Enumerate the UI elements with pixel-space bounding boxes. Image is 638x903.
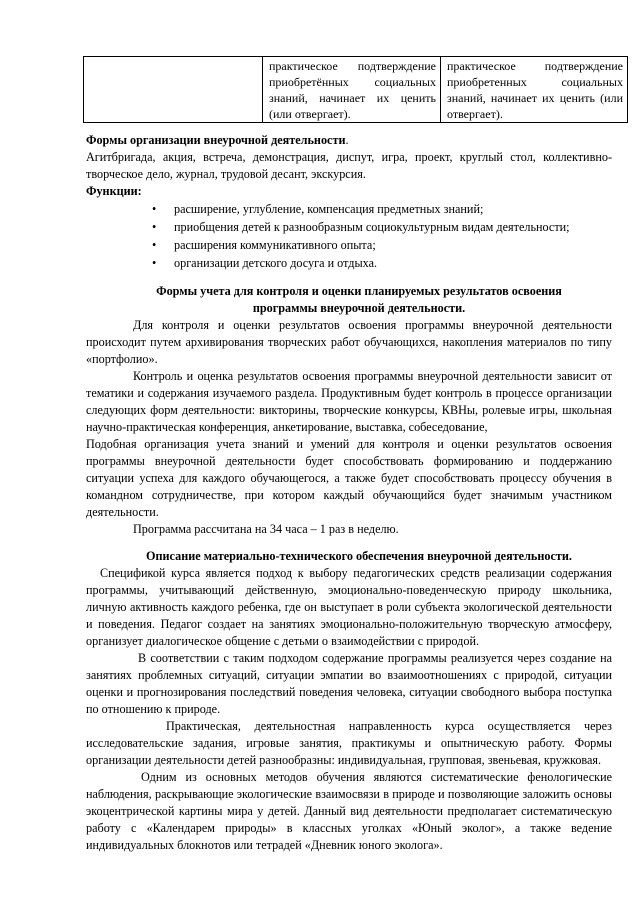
- forms-heading-text: Формы организации внеурочной деятельности: [86, 133, 346, 147]
- functions-heading: Функции:: [86, 184, 142, 198]
- control-heading: [86, 283, 612, 317]
- bullet-icon: •: [152, 220, 157, 234]
- forms-text: Агитбригада, акция, встреча, демонстрация, диспут, игра, проект, круглый стол, коллективно-творческое дело, журнал, трудовой десант, экскурсия.: [86, 150, 612, 181]
- table-cell: практическое подтверждение приобретенных социальных знаний, начинает их ценить (или отвергает).: [441, 57, 628, 123]
- control-paragraph: Контроль и оценка результатов освоения программы внеурочной деятельности зависит от тематики и содержания изучаемого раздела. Продуктивным будет контроль в процессе организации следующих форм деятельности: викторины, творческие конкурсы, КВНы, ролевые игры, школьная научно-практическая конференция, анкетирование, выставка, собеседование,: [86, 369, 612, 434]
- list-item-text: организации детского досуга и отдыха.: [174, 256, 378, 270]
- bullet-icon: •: [152, 202, 157, 216]
- forms-heading-period: .: [345, 133, 349, 147]
- list-item: [152, 254, 612, 272]
- list-item: [152, 200, 612, 218]
- table-cell: практическое подтверждение приобретённых социальных знаний, начинает их ценить (или отвергает).: [263, 57, 441, 123]
- material-paragraph: Практическая, деятельностная направленность курса осуществляется через исследовательские задания, игровые занятия, практикумы и опытническую работу. Формы организации деятельности детей разнообразны: индивидуальная, групповая, звеньевая, кружковая.: [86, 719, 612, 767]
- table-row: [84, 57, 628, 123]
- table-cell-empty: [84, 57, 263, 123]
- list-item: [152, 236, 612, 254]
- document-page: [86, 56, 623, 854]
- table-fragment: [83, 56, 628, 123]
- forms-heading: [86, 132, 612, 149]
- bullet-icon: •: [152, 256, 157, 270]
- bullet-icon: •: [152, 238, 157, 252]
- program-hours: Программа рассчитана на 34 часа – 1 раз в неделю.: [133, 522, 399, 536]
- control-heading-line: Формы учета для контроля и оценки планируемых результатов освоения: [156, 284, 562, 298]
- functions-list: [86, 200, 612, 272]
- material-paragraph: В соответствии с таким подходом содержание программы реализуется через создание на занятиях проблемных ситуаций, ситуации эмпатии во взаимоотношениях с природой, ситуации оценки и прогнозирования последствий поведения человека, ситуации свободного выбора поступка по отношению к природе.: [86, 651, 612, 716]
- control-paragraph: Для контроля и оценки результатов освоения программы внеурочной деятельности происходит путем архивирования творческих работ обучающихся, накопления материалов по типу «портфолио».: [86, 318, 612, 366]
- list-item-text: расширения коммуникативного опыта;: [174, 238, 376, 252]
- control-heading-line: программы внеурочной деятельности.: [252, 301, 466, 315]
- material-paragraph: Одним из основных методов обучения являются систематические фенологические наблюдения, раскрывающие экологические взаимосвязи в природе и позволяющие заложить основы экоцентрической картины мира у детей. Данный вид деятельности предполагает систематическую работу с «Календарем природы» в классных уголках «Юный эколог», а также ведение индивидуальных блокнотов или тетрадей «Дневник юного эколога».: [86, 770, 612, 852]
- list-item: [152, 218, 612, 236]
- material-heading: Описание материально-технического обеспечения внеурочной деятельности.: [146, 549, 572, 563]
- material-paragraph: Спецификой курса является подход к выбору педагогических средств реализации содержания программы, учитывающий действенную, эмоционально-поведенческую природу школьника, личную активность каждого ребенка, где он выступает в роли субъекта экологической деятельности и поведения. Педагог создает на занятиях эмоционально-положительную творческую атмосферу, организует диалогическое общение с детьми о взаимодействии с природой.: [86, 566, 612, 648]
- control-paragraph: Подобная организация учета знаний и умений для контроля и оценки результатов освоения программы внеурочной деятельности будет способствовать формированию и поддержанию ситуации успеха для каждого обучающегося, а также будет способствовать процессу обучения в командном сотрудничестве, при котором каждый обучающийся будет значимым участником деятельности.: [86, 437, 612, 519]
- list-item-text: расширение, углубление, компенсация предметных знаний;: [174, 202, 484, 216]
- list-item-text: приобщения детей к разнообразным социокультурным видам деятельности;: [174, 220, 570, 234]
